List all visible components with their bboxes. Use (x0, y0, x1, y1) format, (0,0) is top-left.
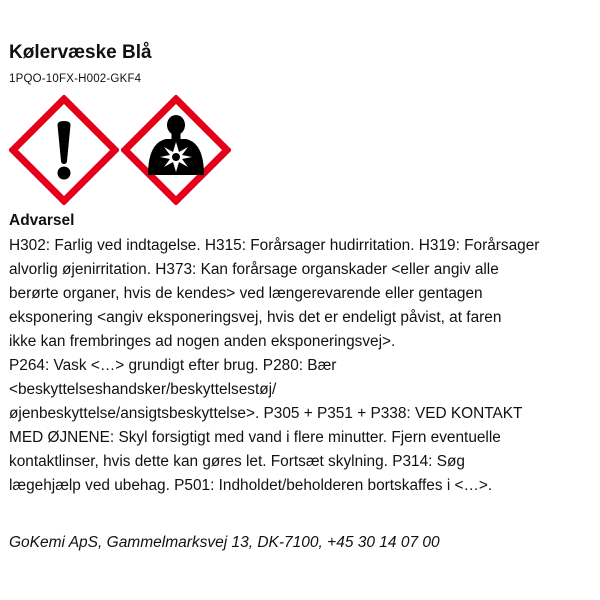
hazard-pictograms (9, 95, 269, 205)
statement-line: <beskyttelseshandsker/beskyttelsestøj/ (9, 381, 277, 398)
ufi-code: 1PQO-10FX-H002-GKF4 (9, 73, 142, 85)
statement-line: alvorlig øjenirritation. H373: Kan forårsage organskader <eller angiv alle (9, 261, 499, 278)
health-hazard-icon (121, 95, 231, 205)
statement-line: P264: Vask <…> grundigt efter brug. P280: Bær (9, 357, 337, 374)
hazard-precautionary-statements (9, 234, 593, 498)
product-name: Kølervæske Blå (9, 42, 152, 63)
statement-line: kontaktlinser, hvis dette kan gøres let. Fortsæt skylning. P314: Søg (9, 453, 465, 470)
statement-line: H302: Farlig ved indtagelse. H315: Forårsager hudirritation. H319: Forårsager (9, 237, 540, 254)
statement-line: øjenbeskyttelse/ansigtsbeskyttelse>. P305 + P351 + P338: VED KONTAKT (9, 405, 523, 422)
supplier-info: GoKemi ApS, Gammelmarksvej 13, DK-7100, +45 30 14 07 00 (9, 534, 440, 551)
signal-word: Advarsel (9, 212, 75, 229)
exclamation-mark-icon (9, 95, 119, 205)
statement-line: berørte organer, hvis de kendes> ved længerevarende eller gentagen (9, 285, 483, 302)
statement-line: eksponering <angiv eksponeringsvej, hvis det er endeligt påvist, at faren (9, 309, 502, 326)
statement-line: lægehjælp ved ubehag. P501: Indholdet/beholderen bortskaffes i <…>. (9, 477, 493, 494)
statement-line: ikke kan frembringes ad nogen anden eksponeringsvej>. (9, 333, 396, 350)
statement-line: MED ØJNENE: Skyl forsigtigt med vand i flere minutter. Fjern eventuelle (9, 429, 501, 446)
